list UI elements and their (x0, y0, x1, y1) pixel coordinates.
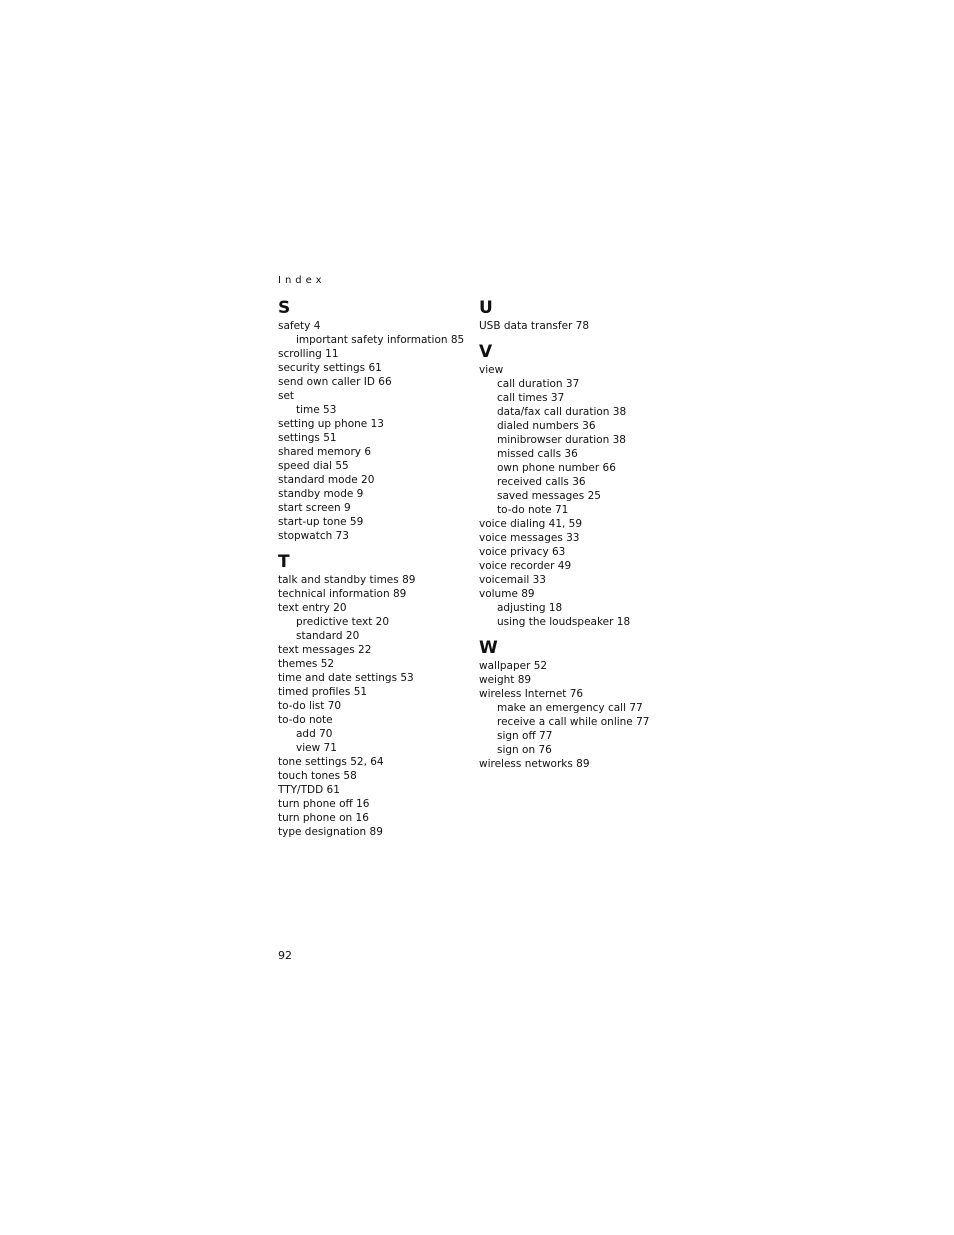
index-entry: to-do list 70 (278, 700, 342, 712)
index-entry: type designation 89 (278, 826, 383, 838)
index-entry: voice messages 33 (479, 532, 580, 544)
index-subentry: to-do note 71 (497, 504, 569, 516)
index-entry: wallpaper 52 (479, 660, 548, 672)
index-entry: tone settings 52, 64 (278, 756, 384, 768)
index-entry: shared memory 6 (278, 446, 371, 458)
index-section-w (479, 639, 669, 771)
index-entry: set (278, 390, 295, 402)
index-entry: standard mode 20 (278, 474, 375, 486)
index-subentry: sign off 77 (497, 730, 553, 742)
index-subentry: data/fax call duration 38 (497, 406, 627, 418)
index-entry: TTY/TDD 61 (278, 784, 340, 796)
index-subentry: add 70 (296, 728, 333, 740)
index-entry: weight 89 (479, 674, 532, 686)
index-entry: send own caller ID 66 (278, 376, 392, 388)
index-entry: USB data transfer 78 (479, 320, 590, 332)
running-head: Index (278, 275, 326, 286)
index-entry: touch tones 58 (278, 770, 357, 782)
index-section-s (278, 299, 468, 543)
index-entry: voice privacy 63 (479, 546, 566, 558)
index-entry: scrolling 11 (278, 348, 339, 360)
index-entry: technical information 89 (278, 588, 407, 600)
index-entry: volume 89 (479, 588, 535, 600)
index-subentry: receive a call while online 77 (497, 716, 650, 728)
index-entry: turn phone on 16 (278, 812, 369, 824)
index-entry: time and date settings 53 (278, 672, 414, 684)
index-subentry: minibrowser duration 38 (497, 434, 626, 446)
index-entry: speed dial 55 (278, 460, 349, 472)
section-letter: V (479, 342, 493, 362)
section-letter: U (479, 298, 493, 318)
index-entry: timed profiles 51 (278, 686, 368, 698)
index-entry: standby mode 9 (278, 488, 364, 500)
index-entry: voicemail 33 (479, 574, 546, 586)
index-entry: setting up phone 13 (278, 418, 384, 430)
index-subentry: view 71 (296, 742, 337, 754)
index-subentry: call times 37 (497, 392, 565, 404)
index-entry: stopwatch 73 (278, 530, 349, 542)
section-letter: T (278, 552, 290, 572)
index-entry: settings 51 (278, 432, 337, 444)
index-subentry: adjusting 18 (497, 602, 563, 614)
index-entry: wireless Internet 76 (479, 688, 584, 700)
index-subentry: missed calls 36 (497, 448, 578, 460)
index-entry: safety 4 (278, 320, 321, 332)
index-entry: start-up tone 59 (278, 516, 364, 528)
index-section-v (479, 343, 669, 629)
index-subentry: predictive text 20 (296, 616, 390, 628)
index-subentry: saved messages 25 (497, 490, 601, 502)
index-section-u (479, 299, 669, 333)
page-number: 92 (278, 949, 292, 962)
index-entry: to-do note (278, 714, 333, 726)
index-subentry: important safety information 85 (296, 334, 465, 346)
index-section-t (278, 553, 468, 839)
section-letter: W (479, 638, 498, 658)
index-entry: turn phone off 16 (278, 798, 370, 810)
index-entry: themes 52 (278, 658, 335, 670)
index-entry: wireless networks 89 (479, 758, 590, 770)
index-subentry: using the loudspeaker 18 (497, 616, 631, 628)
index-entry: text messages 22 (278, 644, 372, 656)
index-subentry: make an emergency call 77 (497, 702, 643, 714)
index-entry: voice recorder 49 (479, 560, 572, 572)
index-entry: view (479, 364, 504, 376)
index-subentry: time 53 (296, 404, 337, 416)
index-entry: text entry 20 (278, 602, 347, 614)
index-subentry: dialed numbers 36 (497, 420, 596, 432)
index-entry: security settings 61 (278, 362, 382, 374)
index-entry: voice dialing 41, 59 (479, 518, 583, 530)
index-subentry: call duration 37 (497, 378, 580, 390)
index-subentry: received calls 36 (497, 476, 586, 488)
index-column-right (479, 299, 669, 771)
index-entry: start screen 9 (278, 502, 351, 514)
index-subentry: own phone number 66 (497, 462, 616, 474)
section-letter: S (278, 298, 291, 318)
index-subentry: sign on 76 (497, 744, 552, 756)
index-entry: talk and standby times 89 (278, 574, 416, 586)
index-subentry: standard 20 (296, 630, 360, 642)
index-column-left (278, 299, 468, 839)
